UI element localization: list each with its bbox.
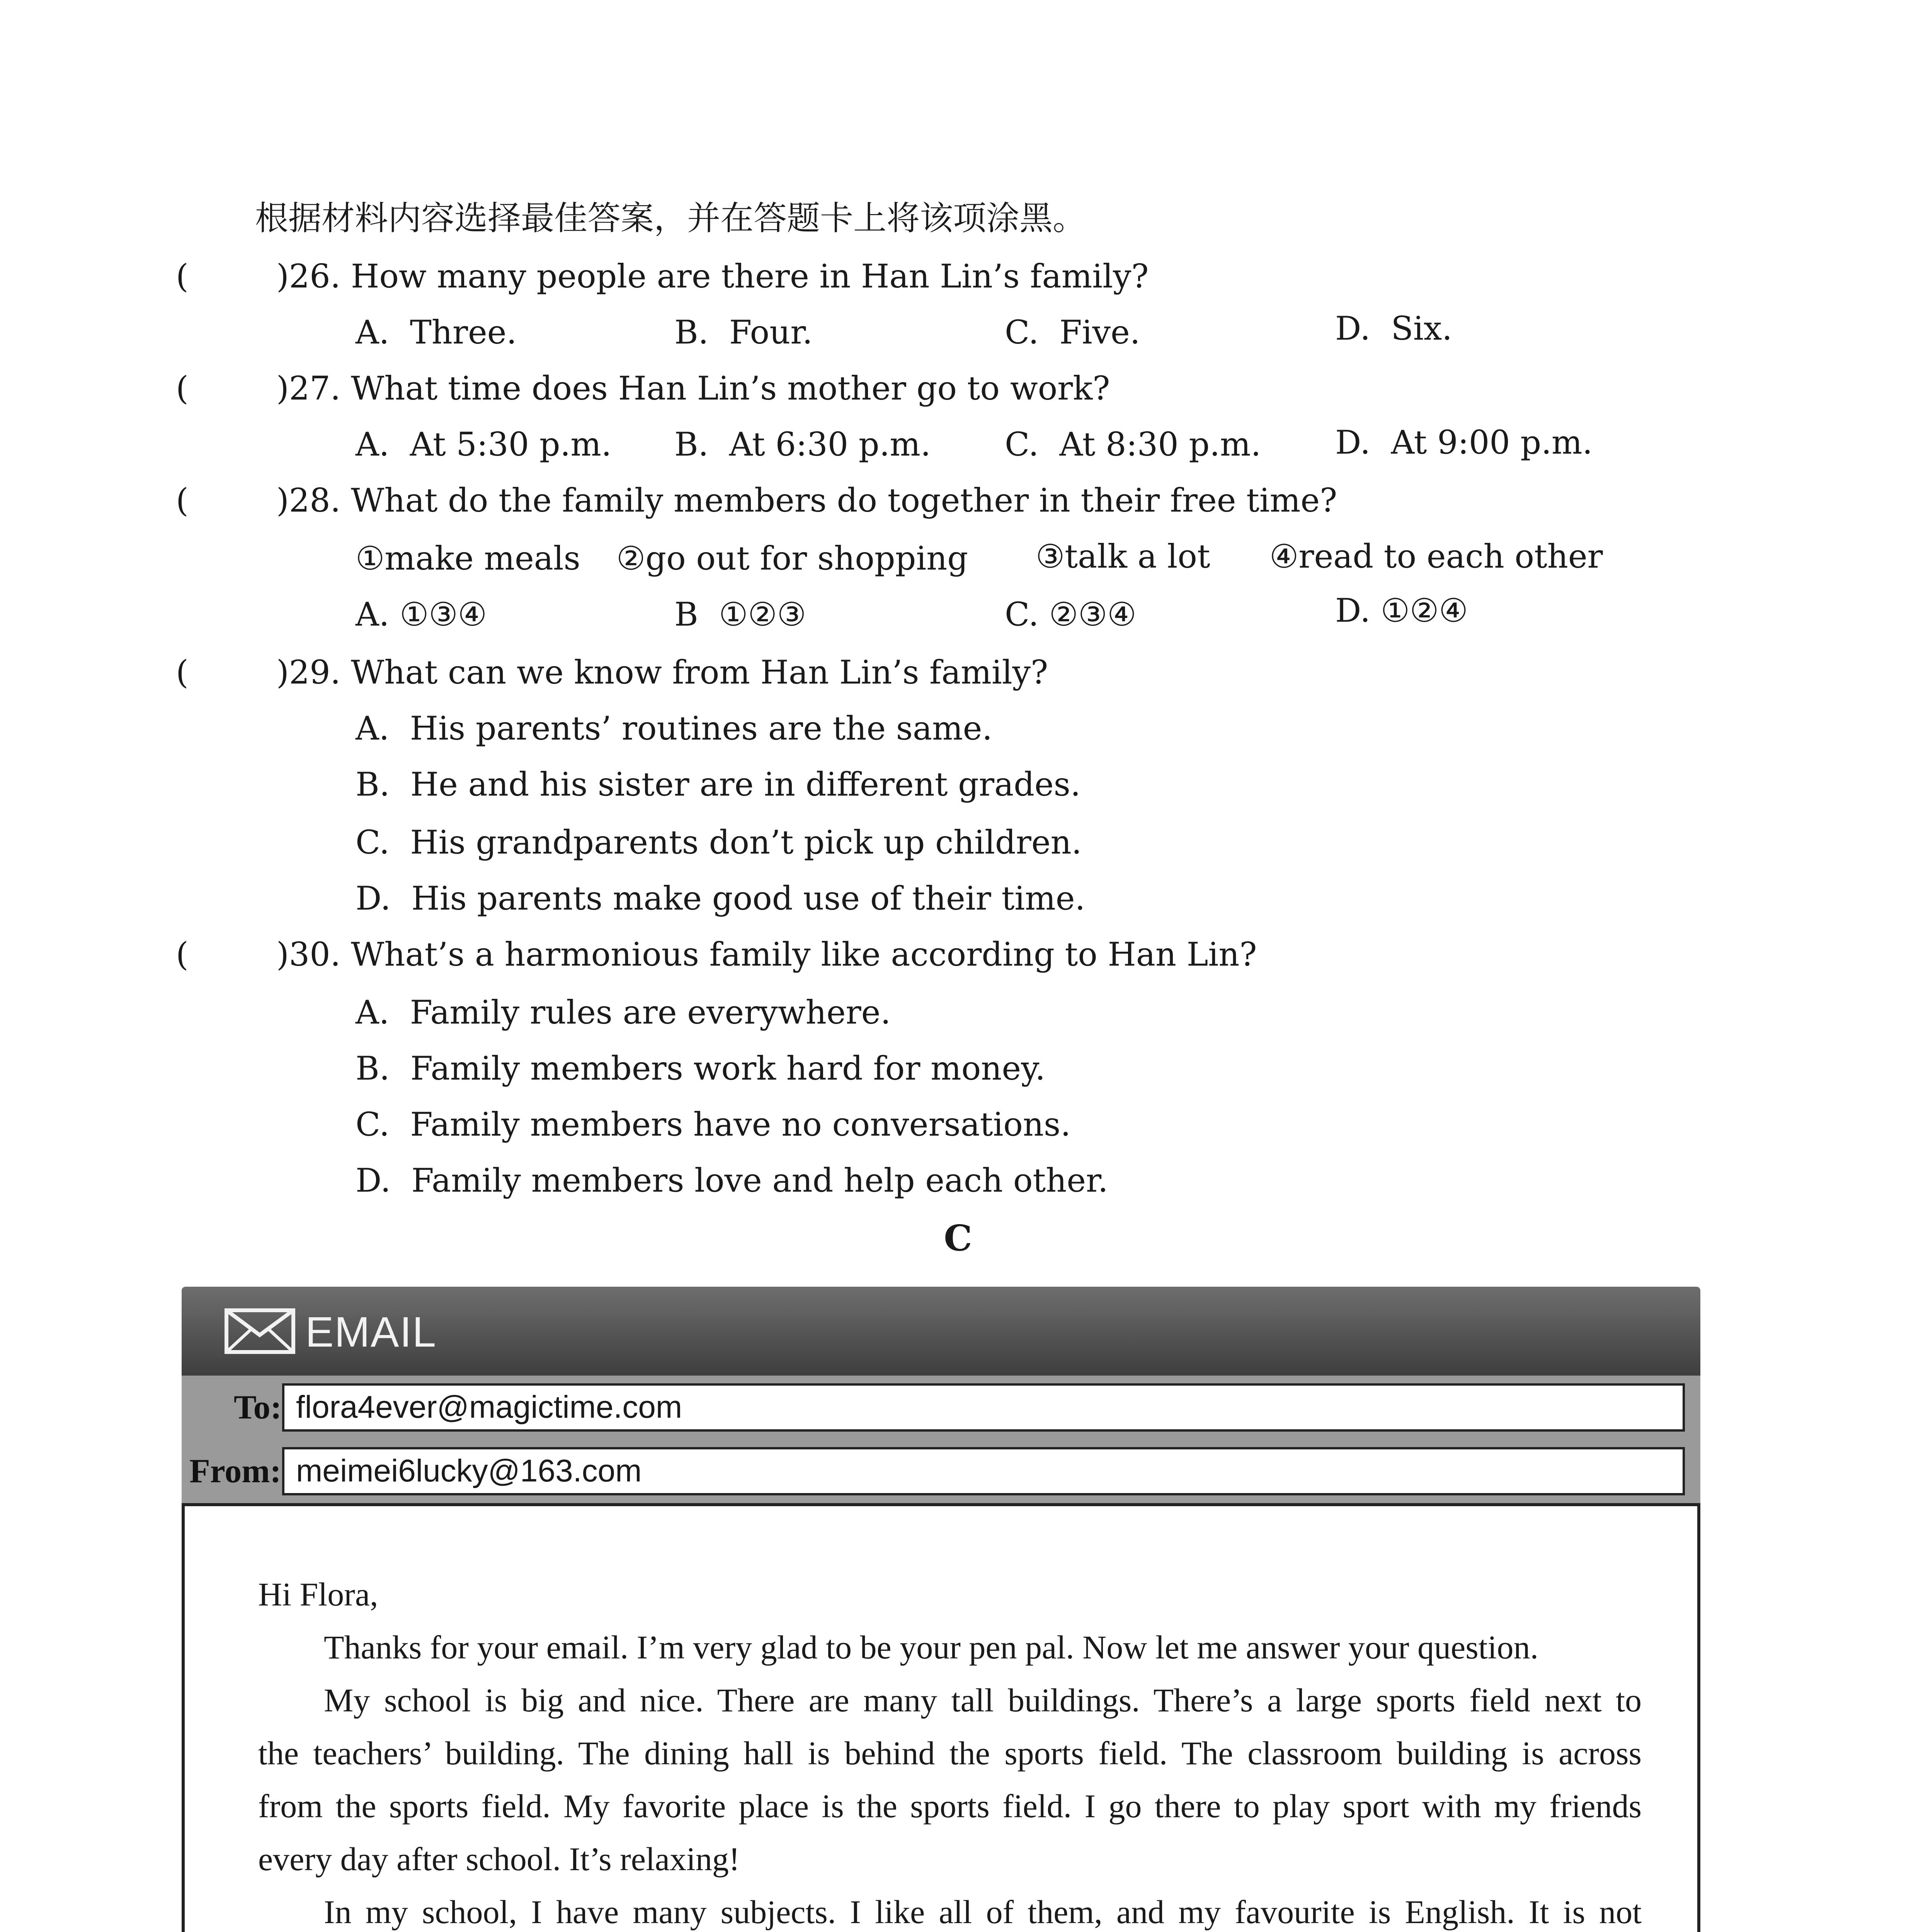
q28-option-d: D. ①②④	[1335, 592, 1468, 629]
email-body[interactable]	[182, 1503, 1700, 1932]
q28-option-c: C. ②③④	[1005, 595, 1137, 633]
envelope-icon	[224, 1308, 296, 1354]
email-line: the teachers’ building. The dining hall is behind the sports field. The classroom building is across	[258, 1735, 1642, 1772]
to-field[interactable]: flora4ever@magictime.com	[282, 1383, 1685, 1432]
email-line: every day after school. It’s relaxing!	[258, 1840, 740, 1878]
email-line: In my school, I have many subjects. I like all of them, and my favourite is English. It is not	[324, 1893, 1642, 1930]
email-line: Thanks for your email. I’m very glad to be your pen pal. Now let me answer your question.	[324, 1629, 1538, 1666]
question-29-stem: )29. What can we know from Han Lin’s family?	[276, 653, 1048, 691]
q29-option-c: C. His grandparents don’t pick up children.	[356, 823, 1082, 861]
q30-option-b: B. Family members work hard for money.	[356, 1049, 1046, 1087]
q28-item-4: ④read to each other	[1269, 537, 1603, 575]
q27-option-a: A. At 5:30 p.m.	[356, 425, 612, 463]
from-label: From:	[189, 1452, 281, 1490]
instruction-text: 根据材料内容选择最佳答案，并在答题卡上将该项涂黑。	[255, 199, 1086, 238]
from-field[interactable]: meimei6lucky@163.com	[282, 1447, 1685, 1495]
email-title: EMAIL	[305, 1308, 437, 1356]
q30-option-d: D. Family members love and help each other.	[356, 1162, 1108, 1199]
question-30-stem: )30. What’s a harmonious family like according to Han Lin?	[276, 935, 1257, 973]
q27-option-b: B. At 6:30 p.m.	[674, 425, 931, 463]
answer-paren-29: (	[176, 653, 189, 691]
q29-option-b: B. He and his sister are in different grades.	[356, 765, 1081, 803]
q28-item-1: ①make meals	[356, 539, 580, 577]
q26-option-c: C. Five.	[1005, 313, 1140, 351]
answer-paren-30: (	[176, 935, 189, 973]
question-28-stem: )28. What do the family members do together in their free time?	[276, 481, 1337, 519]
to-row	[182, 1376, 1700, 1439]
section-label: C	[944, 1217, 972, 1259]
question-27-stem: )27. What time does Han Lin’s mother go to work?	[276, 369, 1110, 407]
q28-option-b: B ①②③	[674, 595, 807, 633]
from-row	[182, 1439, 1700, 1503]
question-26-stem: )26. How many people are there in Han Lin’s family?	[276, 257, 1149, 295]
q29-option-a: A. His parents’ routines are the same.	[356, 709, 993, 747]
q28-item-3: ③talk a lot	[1036, 537, 1210, 575]
email-line: My school is big and nice. There are many tall buildings. There’s a large sports field next to	[324, 1682, 1642, 1719]
q28-item-2: ②go out for shopping	[616, 539, 968, 577]
q26-option-d: D. Six.	[1335, 310, 1452, 347]
q26-option-b: B. Four.	[674, 313, 813, 351]
email-line: from the sports field. My favorite place is the sports field. I go there to play sport with my friends	[258, 1787, 1642, 1825]
email-greeting: Hi Flora,	[258, 1576, 378, 1613]
answer-paren-28: (	[176, 481, 189, 519]
email-header	[182, 1287, 1700, 1376]
q27-option-d: D. At 9:00 p.m.	[1335, 423, 1593, 461]
to-label: To:	[234, 1389, 282, 1426]
q28-option-a: A. ①③④	[356, 595, 487, 633]
answer-paren-27: (	[176, 369, 189, 407]
q30-option-a: A. Family rules are everywhere.	[356, 993, 891, 1031]
answer-paren-26: (	[176, 257, 189, 295]
q29-option-d: D. His parents make good use of their time.	[356, 879, 1086, 917]
email-window	[182, 1287, 1700, 1932]
q26-option-a: A. Three.	[356, 313, 517, 351]
q30-option-c: C. Family members have no conversations.	[356, 1105, 1071, 1143]
q27-option-c: C. At 8:30 p.m.	[1005, 425, 1261, 463]
